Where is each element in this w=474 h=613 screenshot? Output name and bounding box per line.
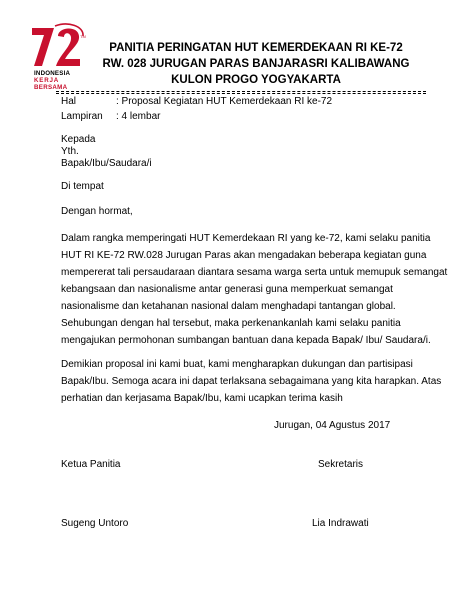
body2-line: Demikian proposal ini kami buat, kami mengharapkan dukungan dan partisipasi — [61, 359, 413, 370]
body1-line: Dalam rangka memperingati HUT Kemerdekaan RI yang ke-72, kami selaku panitia — [61, 233, 431, 244]
letterhead-divider-bottom — [56, 93, 426, 94]
letterhead-line-2: RW. 028 JURUGAN PARAS BANJARASRI KALIBAWANG — [102, 58, 410, 70]
address-place: Di tempat — [61, 181, 104, 192]
hut-ri-72-logo — [28, 22, 88, 94]
logo-text-indonesia: INDONESIA — [34, 70, 71, 77]
hal-value: : Proposal Kegiatan HUT Kemerdekaan RI ke-72 — [116, 96, 333, 107]
body1-line: mempererat tali persaudaraan diantara sesama warga serta untuk memupuk semangat — [61, 267, 448, 278]
body2-line: Bapak/Ibu. Semoga acara ini dapat terlaksana sebagaimana yang kita harapkan. Atas — [61, 376, 442, 387]
logo-text-bersama: BERSAMA — [34, 84, 68, 91]
body1-line: HUT RI KE-72 RW.028 Jurugan Paras akan mengadakan beberapa kegiatan guna — [61, 250, 427, 261]
signature-right-name: Lia Indrawati — [312, 518, 369, 529]
signature-left-title: Ketua Panitia — [61, 459, 121, 470]
address-recipient: Bapak/Ibu/Saudara/i — [61, 158, 152, 169]
letterhead-divider-top — [56, 91, 426, 92]
address-kepada: Kepada — [61, 134, 96, 145]
body1-line: kebangsaan dan nasionalisme antar generasi guna memperkuat semangat — [61, 284, 393, 295]
lampiran-label: Lampiran — [61, 111, 103, 122]
signature-right-title: Sekretaris — [318, 459, 364, 470]
body1-line: Sehubungan dengan hal tersebut, maka perkenankanlah kami selaku panitia — [61, 318, 401, 329]
logo-tm: TM — [80, 34, 86, 39]
letter-date: Jurugan, 04 Agustus 2017 — [274, 420, 391, 431]
body2-line: perhatian dan kerjasama Bapak/Ibu, kami ucapkan terima kasih — [61, 393, 343, 404]
body-paragraph-2 — [61, 356, 442, 407]
logo-72-graphic — [28, 22, 88, 70]
body1-line: mengajukan permohonan sumbangan bantuan dana kepada Bapak/ Ibu/ Saudara/i. — [61, 335, 431, 346]
body-paragraph-1 — [61, 230, 448, 349]
body1-line: nasionalisme dan ketahanan nasional dalam menghadapi tantangan global. — [61, 301, 396, 312]
lampiran-value: : 4 lembar — [116, 111, 161, 122]
letterhead-line-3: KULON PROGO YOGYAKARTA — [171, 74, 341, 86]
letterhead — [86, 40, 426, 88]
logo-text-kerja: KERJA — [34, 77, 59, 84]
greeting: Dengan hormat, — [61, 206, 133, 217]
address-yth: Yth. — [61, 146, 79, 157]
letterhead-line-1: PANITIA PERINGATAN HUT KEMERDEKAAN RI KE-72 — [109, 42, 403, 54]
signature-left-name: Sugeng Untoro — [61, 518, 129, 529]
hal-label: Hal — [61, 96, 77, 107]
